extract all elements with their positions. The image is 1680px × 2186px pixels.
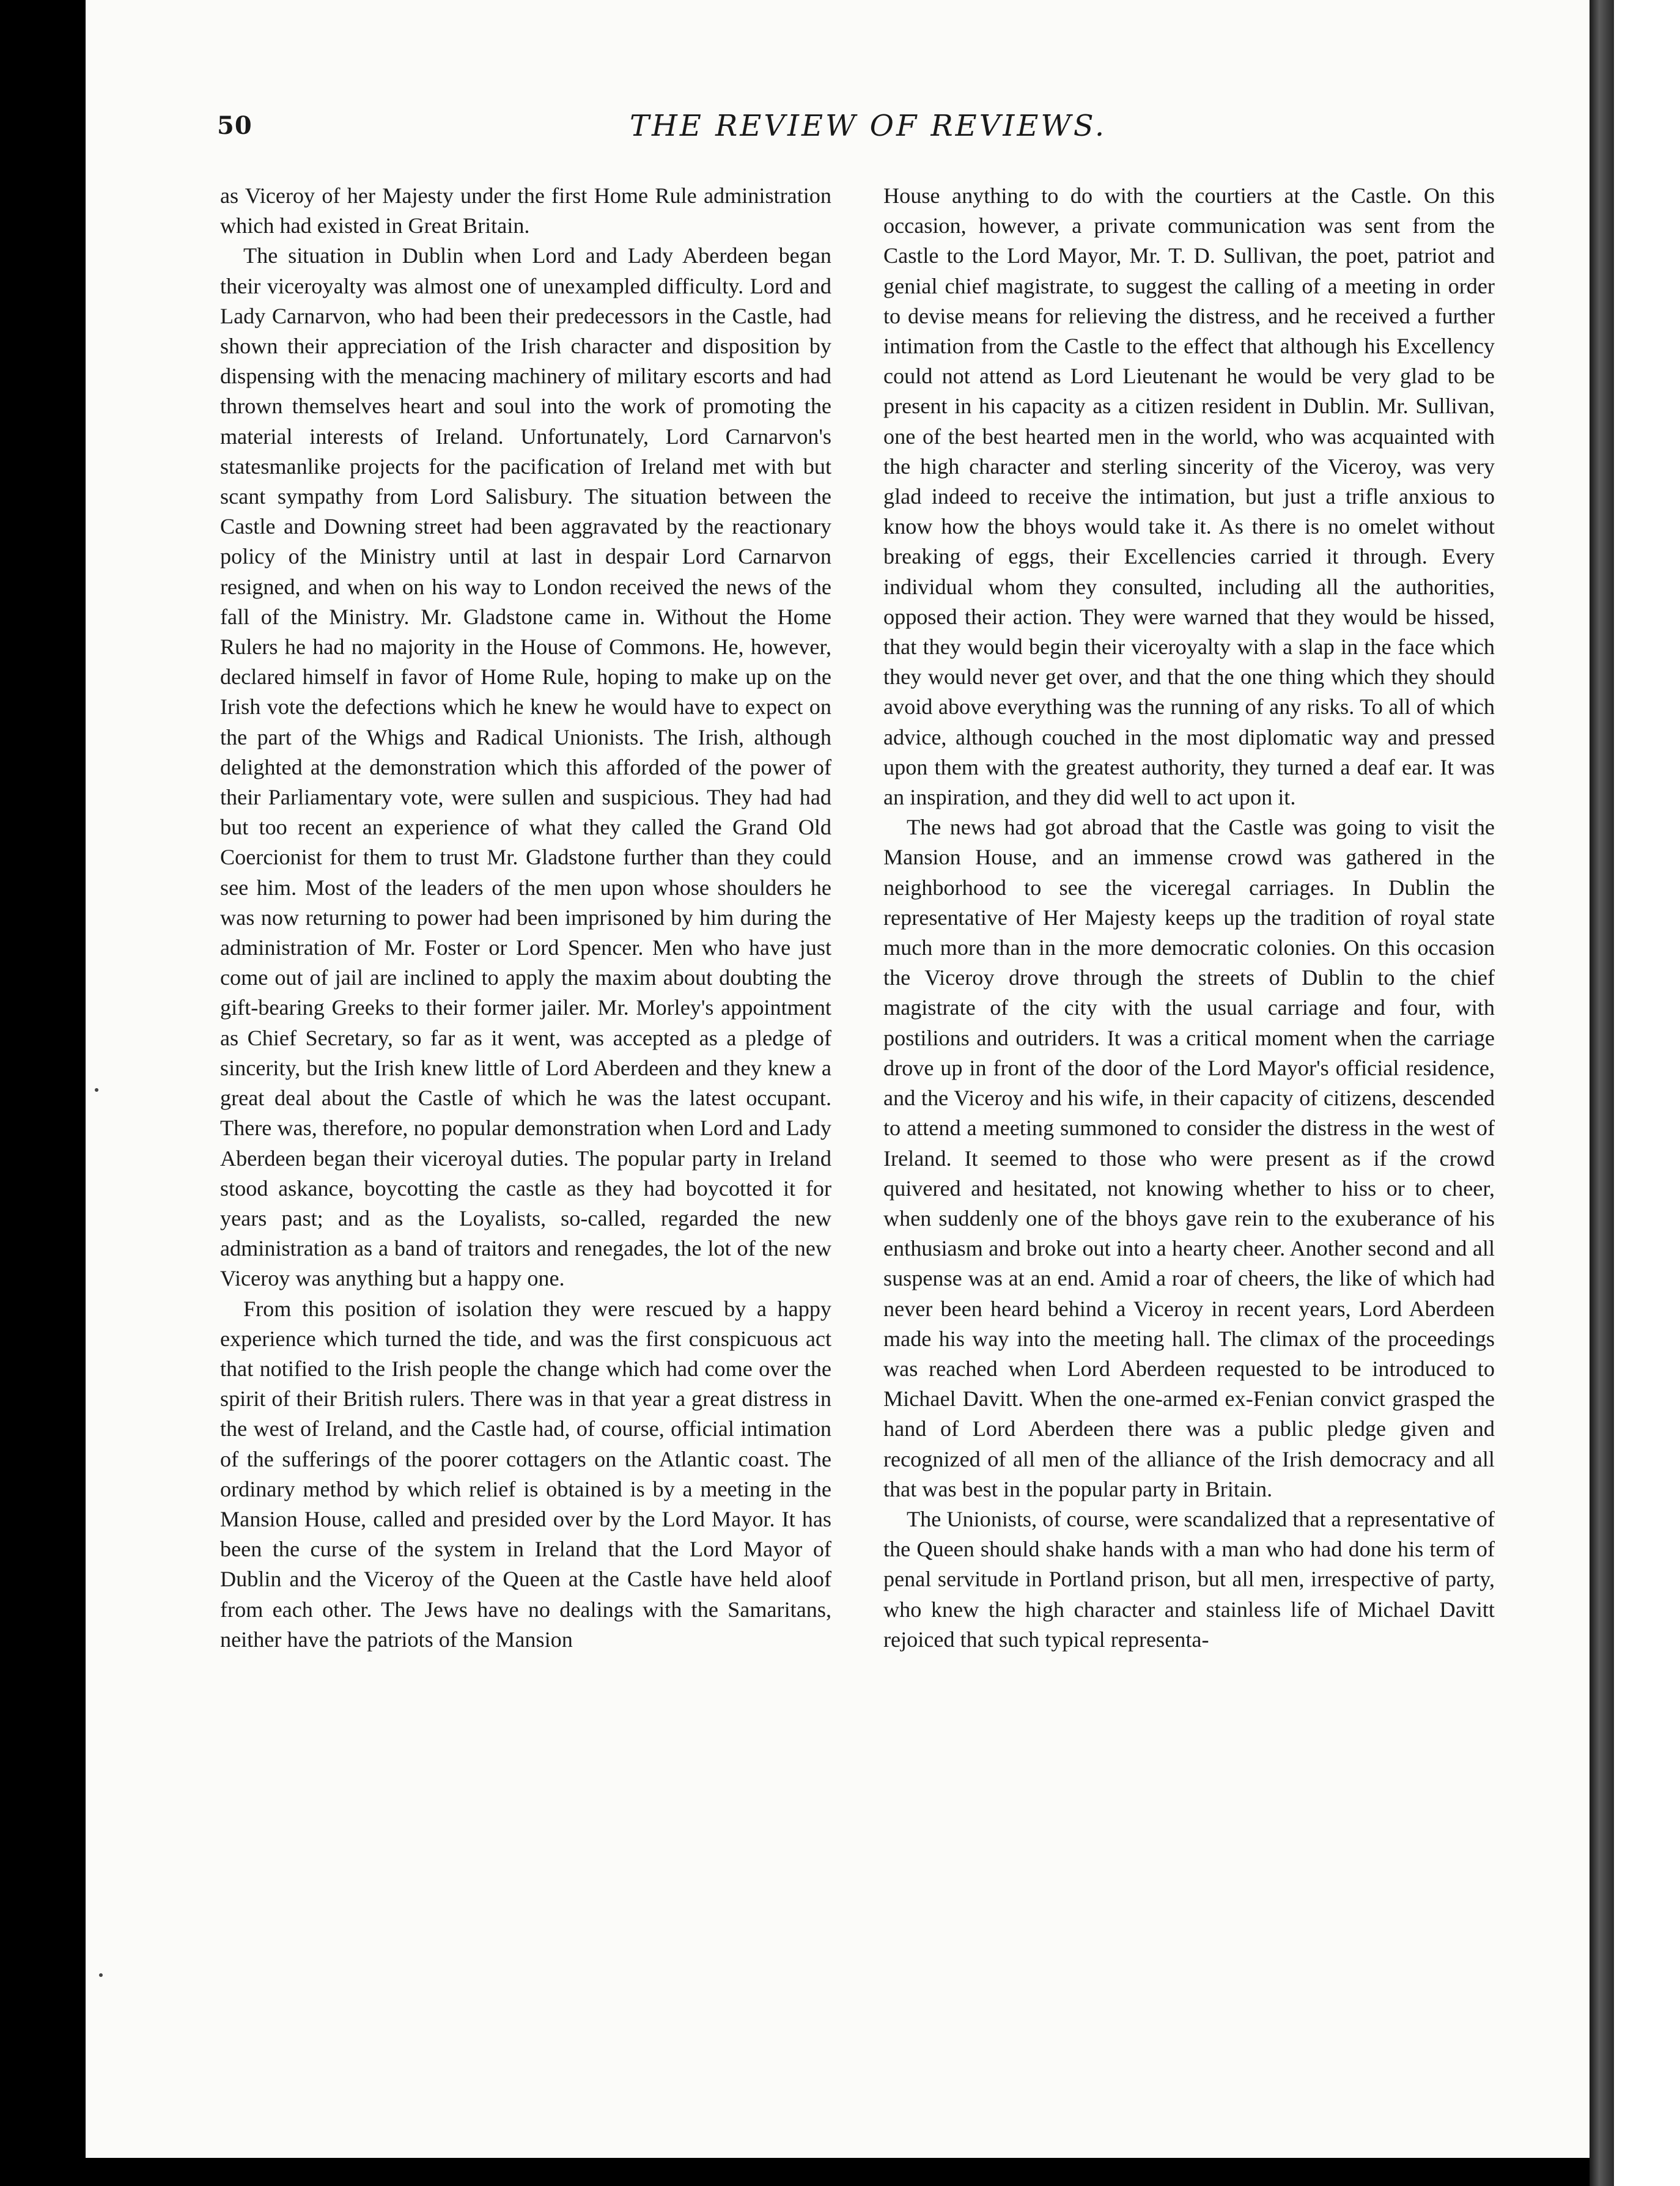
paragraph: House anything to do with the courtiers at the Castle. On this occasion, however, a private communication was sent from the Castle to the Lord Mayor, Mr. T. D. Sullivan, the poet, patriot and genial chief magistrate, to suggest the calling of a meeting in order to devise means for relieving the distress, and he received a further intimation from the Castle to the effect that although his Excellency could not attend as Lord Lieutenant he would be very glad to be present in his capacity as a citizen resident in Dublin. Mr. Sullivan, one of the best hearted men in the world, who was acquainted with the high character and sterling sincerity of the Viceroy, was very glad indeed to receive the intimation, but just a trifle anxious to know how the bhoys would take it. As there is no omelet without breaking of eggs, their Excellencies carried it through. Every individual whom they consulted, including all the authorities, opposed their action. They were warned that they would be hissed, that they would begin their viceroyalty with a slap in the face which they would never get over, and that the one thing which they should avoid above everything was the running of any risks. To all of which advice, although couched in the most diplomatic way and pressed upon them with the greatest authority, they turned a deaf ear. It was an inspiration, and they did well to act upon it.	[883, 183, 1495, 810]
paragraph: as Viceroy of her Majesty under the first Home Rule administration which had existed in Great Britain.	[220, 183, 831, 238]
paragraph: The news had got abroad that the Castle was going to visit the Mansion House, and an immense crowd was gathered in the neighborhood to see the viceregal carriages. In Dublin the representative of Her Majesty keeps up the tradition of royal state much more than in the more democratic colonies. On this occasion the Viceroy drove through the streets of Dublin to the chief magistrate of the city with the usual carriage and four, with postilions and outriders. It was a critical moment when the carriage drove up in front of the door of the Lord Mayor's official residence, and the Viceroy and his wife, in their capacity of citizens, descended to attend a meeting summoned to consider the distress in the west of Ireland. It seemed to those who were present as if the crowd quivered and hesitated, not knowing whether to hiss or to cheer, when suddenly one of the bhoys gave rein to the exuberance of his enthusiasm and broke out into a hearty cheer. Another second and all suspense was at an end. Amid a roar of cheers, the like of which had never been heard behind a Viceroy in recent years, Lord Aberdeen made his way into the meeting hall. The climax of the proceedings was reached when Lord Aberdeen requested to be introduced to Michael Davitt. When the one-armed ex-Fenian convict grasped the hand of Lord Aberdeen there was a public pledge given and recognized of all men of the alliance of the Irish democracy and all that was best in the popular party in Britain.	[883, 815, 1495, 1501]
right-column	[883, 181, 1495, 2009]
scan-margin	[1614, 0, 1680, 2186]
page-number: 50	[217, 111, 252, 140]
scan-speck	[95, 1088, 98, 1092]
left-column	[220, 181, 831, 2009]
page-edge-shadow	[1590, 0, 1614, 2186]
running-head-title: THE REVIEW OF REVIEWS.	[630, 109, 1107, 143]
paragraph: The Unionists, of course, were scandalized that a representative of the Queen should shake hands with a man who had done his term of penal servitude in Portland prison, but all men, irrespective of party, who knew the high character and stainless life of Michael Davitt rejoiced that such typical representa-	[883, 1506, 1495, 1652]
paragraph: The situation in Dublin when Lord and Lady Aberdeen began their viceroyalty was almost one of unexampled difficulty. Lord and Lady Carnarvon, who had been their predecessors in the Castle, had shown their appreciation of the Irish character and disposition by dispensing with the menacing machinery of military escorts and had thrown themselves heart and soul into the work of promoting the material interests of Ireland. Unfortunately, Lord Carnarvon's statesmanlike projects for the pacification of Ireland met with but scant sympathy from Lord Salisbury. The situation between the Castle and Downing street had been aggravated by the reactionary policy of the Ministry until at last in despair Lord Carnarvon resigned, and when on his way to London received the news of the fall of the Ministry. Mr. Gladstone came in. Without the Home Rulers he had no majority in the House of Commons. He, however, declared himself in favor of Home Rule, hoping to make up on the Irish vote the defections which he knew he would have to expect on the part of the Whigs and Radical Unionists. The Irish, although delighted at the demonstration which this afforded of the power of their Parliamentary vote, were sullen and suspicious. They had had but too recent an experience of what they called the Grand Old Coercionist for them to trust Mr. Gladstone further than they could see him. Most of the leaders of the men upon whose shoulders he was now returning to power had been imprisoned by him during the administration of Mr. Foster or Lord Spencer. Men who have just come out of jail are inclined to apply the maxim about doubting the gift-bearing Greeks to their former jailer. Mr. Morley's appointment as Chief Secretary, so far as it went, was accepted as a pledge of sincerity, but the Irish knew little of Lord Aberdeen and they knew a great deal about the Castle of which he was the latest occupant. There was, therefore, no popular demonstration when Lord and Lady Aberdeen began their viceroyal duties. The popular party in Ireland stood askance, boycotting the castle as they had boycotted it for years past; and as the Loyalists, so-called, regarded the new administration as a band of traitors and renegades, the lot of the new Viceroy was anything but a happy one.	[220, 243, 831, 1291]
paragraph: From this position of isolation they were rescued by a happy experience which turned the tide, and was the first conspicuous act that notified to the Irish people the change which had come over the spirit of their British rulers. There was in that year a great distress in the west of Ireland, and the Castle had, of course, official intimation of the sufferings of the poorer cottagers on the Atlantic coast. The ordinary method by which relief is obtained is by a meeting in the Mansion House, called and presided over by the Lord Mayor. It has been the curse of the system in Ireland that the Lord Mayor of Dublin and the Viceroy of the Queen at the Castle have held aloof from each other. The Jews have no dealings with the Samaritans, neither have the patriots of the Mansion	[220, 1296, 831, 1652]
scan-speck	[99, 1973, 103, 1977]
